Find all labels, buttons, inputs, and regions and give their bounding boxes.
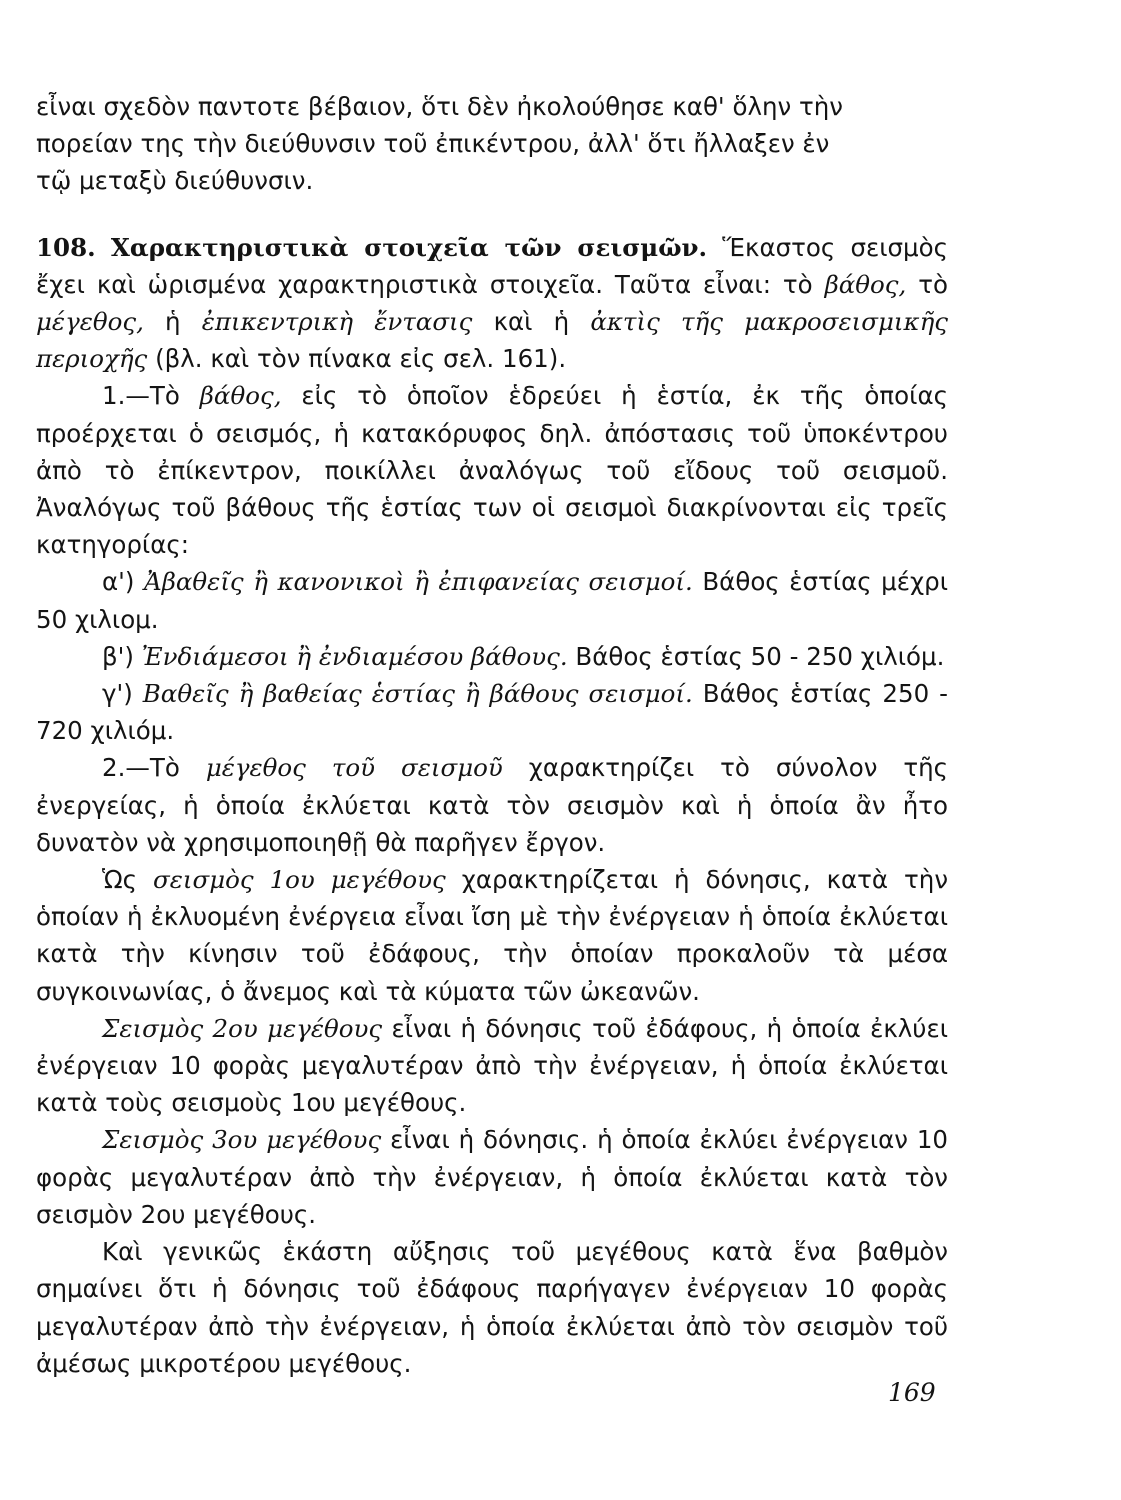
section-108-paragraph [36,229,948,378]
magnitude-3-term: Σεισμὸς 3ου μεγέθους [102,1125,382,1155]
section-text: (βλ. καὶ τὸν πίνακα εἰς σελ. 161). [155,344,567,374]
term-epicentral-intensity: ἐπικεντρικὴ ἔντασις [201,307,473,337]
section-text: καὶ ἡ [493,307,570,337]
category-name: Ἀβαθεῖς ἢ κανονικοὶ ἢ ἐπιφανείας σεισμοί. [144,567,693,597]
category-label: β') [102,641,134,671]
section-text: τὸ [918,269,948,299]
magnitude-1-paragraph [36,861,948,1010]
magnitude-2-paragraph [36,1010,948,1122]
term-macroseismic-radius: ἀκτὶς τῆς μακροσεισμικῆς περιοχῆς [36,307,948,374]
category-text: Βάθος ἑστίας 50 - 250 χιλιόμ. [575,641,945,671]
category-text: Βάθος ἑστίας μέχρι 50 χιλιομ. [36,567,948,634]
paragraph-lead: Ὡς [102,865,138,895]
general-paragraph [36,1233,948,1382]
paragraph-text: Καὶ γενικῶς ἑκάστη αὔξησις τοῦ μεγέθους κατὰ ἕνα βαθμὸν σημαίνει ὅτι ἡ δόνησις τοῦ ἐδάφους παρήγαγεν ἐνέργειαν 10 φορὰς μεγαλυτέραν ἀπὸ τὴν ἐνέργειαν, ἡ ὁποία ἐκλύεται ἀπὸ τὸν σεισμὸν τοῦ ἀμέσως μικροτέρου μεγέθους. [36,1237,948,1378]
category-label: α') [102,567,135,597]
category-name: Βαθεῖς ἢ βαθείας ἑστίας ἢ βάθους σεισμοί. [142,679,693,709]
depth-lead: 1.—Τὸ [102,381,180,411]
depth-text: εἰς τὸ ὁποῖον ἑδρεύει ἡ ἑστία, ἐκ τῆς ὁποίας προέρχεται ὁ σεισμός, ἡ κατακόρυφος δηλ. ἀπόστασις τοῦ ὑποκέντρου ἀπὸ τὸ ἐπίκεντρον, ποικίλλει ἀναλόγως τοῦ εἴδους τοῦ σεισμοῦ. Ἀναλόγως τοῦ βάθους τῆς ἑστίας των οἱ σεισμοὶ διακρίνονται εἰς τρεῖς κατηγορίας: [36,381,948,560]
magnitude-1-term: σεισμὸς 1ου μεγέθους [153,865,446,895]
section-number: 108. [36,232,96,262]
category-name: Ἐνδιάμεσοι ἢ ἐνδιαμέσου βάθους. [141,641,568,671]
magnitude-lead: 2.—Τὸ [102,753,180,783]
depth-term: βάθος, [199,381,282,411]
section-heading: Χαρακτηριστικὰ στοιχεῖα τῶν σεισμῶν. [110,232,708,262]
intro-line: εἶναι σχεδὸν παντοτε βέβαιον, ὅτι δὲν ἠκολούθησε καθ' ὅλην τὴν [36,92,843,121]
paragraph-text: εἶναι ἡ δόνησις. ἡ ὁποία ἐκλύει ἐνέργειαν 10 φορὰς μεγαλυτέραν ἀπὸ τὴν ἐνέργειαν, ἡ ὁποία ἐκλύεται κατὰ τὸν σεισμὸν 2ου μεγέθους. [36,1125,949,1229]
category-item [36,675,948,749]
page-number: 169 [888,1378,936,1407]
term-depth: βάθος, [824,269,907,299]
depth-paragraph [36,377,948,563]
term-magnitude: μέγεθος, [36,307,144,337]
section-text: ἡ [165,307,181,337]
intro-line: τῷ μεταξὺ διεύθυνσιν. [36,166,314,196]
magnitude-paragraph [36,749,948,861]
category-text: Βάθος ἑστίας 250 - 720 χιλιόμ. [36,679,949,746]
magnitude-2-term: Σεισμὸς 2ου μεγέθους [102,1013,383,1043]
category-item [36,638,948,675]
section-text: Ἕκαστος σεισμὸς ἔχει καὶ ὡρισμένα χαρακτηριστικὰ στοιχεῖα. Ταῦτα εἶναι: τὸ [36,232,948,299]
paragraph-text: χαρακτηρίζεται ἡ δόνησις, κατὰ τὴν ὁποίαν ἡ ἐκλυομένη ἐνέργεια εἶναι ἴση μὲ τὴν ἐνέργειαν ἡ ὁποία ἐκλύεται κατὰ τὴν κίνησιν τοῦ ἐδάφους, τὴν ὁποίαν προκαλοῦν τὰ μέσα συγκοινωνίας, ὁ ἄνεμος καὶ τὰ κύματα τῶν ὠκεανῶν. [36,865,948,1006]
paragraph-text: εἶναι ἡ δόνησις τοῦ ἐδάφους, ἡ ὁποία ἐκλύει ἐνέργειαν 10 φορὰς μεγαλυτέραν ἀπὸ τὴν ἐνέργειαν, ἡ ὁποία ἐκλύεται κατὰ τοὺς σεισμοὺς 1ου μεγέθους. [36,1013,948,1118]
magnitude-3-paragraph [36,1121,948,1233]
intro-paragraph [36,88,948,200]
page-text [36,88,948,1382]
magnitude-text: χαρακτηρίζει τὸ σύνολον τῆς ἐνεργείας, ἡ ὁποία ἐκλύεται κατὰ τὸν σεισμὸν καὶ ἡ ὁποία ἂν ἦτο δυνατὸν νὰ χρησιμοποιηθῇ θὰ παρῆγεν ἔργον. [36,753,948,857]
intro-line: πορείαν της τὴν διεύθυνσιν τοῦ ἐπικέντρου, ἀλλ' ὅτι ἤλλαξεν ἐν [36,129,830,159]
category-label: γ') [102,679,133,709]
category-item [36,563,948,637]
magnitude-term: μέγεθος τοῦ σεισμοῦ [205,753,503,783]
